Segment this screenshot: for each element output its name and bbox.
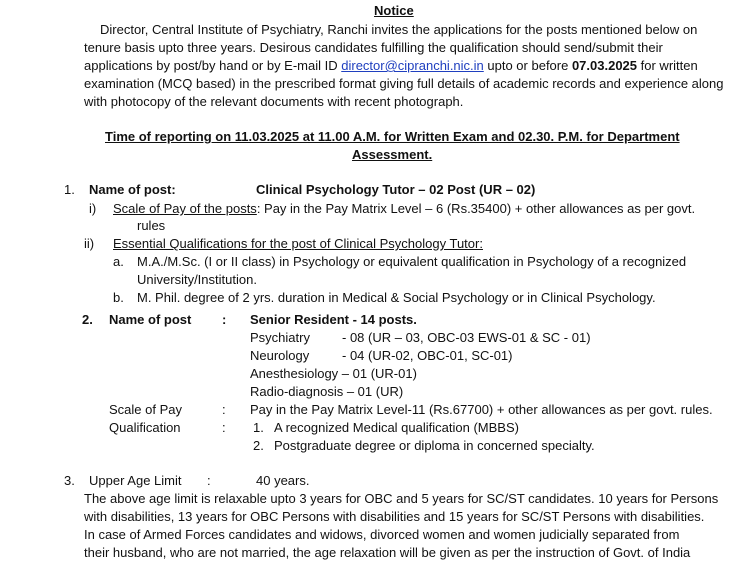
post1-i-number: i) — [89, 201, 97, 216]
reporting-line-1: Time of reporting on 11.03.2025 at 11.00 A.M. for Written Exam and 02.30. P.M. for Department — [105, 129, 680, 144]
age-relax-line-3: In case of Armed Forces candidates and widows, divorced women and women judicially separated from — [84, 527, 680, 542]
post1-a-number: a. — [113, 254, 124, 269]
dept-radiodiagnosis: Radio-diagnosis – 01 (UR) — [250, 384, 404, 399]
post2-title: Senior Resident - 14 posts. — [250, 312, 417, 327]
qual-text: A recognized Medical qualification (MBBS) — [274, 420, 519, 435]
post1-number: 1. — [64, 182, 75, 197]
qual-text: Postgraduate degree or diploma in concerned specialty. — [274, 438, 595, 453]
post2-colon: : — [222, 312, 227, 327]
intro-line-5: with photocopy of the relevant documents with recent photograph. — [84, 94, 464, 109]
post2-qualification-label: Qualification — [109, 420, 181, 435]
dept-anesthesiology: Anesthesiology – 01 (UR-01) — [250, 366, 417, 381]
post2-scale-colon: : — [222, 402, 226, 417]
qual-number: 1. — [253, 420, 264, 435]
section3-colon: : — [207, 473, 211, 488]
dept-name: Psychiatry — [250, 330, 310, 345]
dept-count: - 08 (UR – 03, OBC-03 EWS-01 & SC - 01) — [342, 330, 591, 345]
age-relax-line-4: their husband, who are not married, the age relaxation will be given as per the instruction of Govt. of India — [84, 545, 691, 560]
age-relax-line-1: The above age limit is relaxable upto 3 years for OBC and 5 years for SC/ST candidates. 10 years for Persons — [84, 491, 719, 506]
post2-label: Name of post — [109, 312, 192, 327]
post2-scale-value: Pay in the Pay Matrix Level-11 (Rs.67700) + other allowances as per govt. rules. — [250, 402, 713, 417]
intro-line-3: applications by post/by hand or by E-mail ID director@cipranchi.nic.in upto or before 07.03.2025 for written — [84, 58, 698, 73]
post1-b-text: M. Phil. degree of 2 yrs. duration in Medical & Social Psychology or in Clinical Psychology. — [137, 290, 656, 305]
post2-qualification-colon: : — [222, 420, 226, 435]
section3-number: 3. — [64, 473, 75, 488]
post2-number: 2. — [82, 312, 93, 327]
dept-name: Neurology — [250, 348, 310, 363]
post2-scale-label: Scale of Pay — [109, 402, 182, 417]
intro-line-4: examination (MCQ based) in the prescribed format giving full details of academic records and experience along — [84, 76, 724, 91]
qual-number: 2. — [253, 438, 264, 453]
post1-scale-cont: rules — [137, 218, 166, 233]
email-link[interactable]: director@cipranchi.nic.in — [341, 58, 484, 73]
post1-title: Clinical Psychology Tutor – 02 Post (UR – 02) — [256, 182, 536, 197]
notice-title: Notice — [374, 3, 414, 18]
deadline-date: 07.03.2025 — [571, 58, 638, 73]
post1-label: Name of post: — [89, 182, 176, 197]
dept-count: - 04 (UR-02, OBC-01, SC-01) — [342, 348, 513, 363]
section3-value: 40 years. — [256, 473, 310, 488]
reporting-line-2: Assessment. — [352, 147, 433, 162]
post1-a-line-2: University/Institution. — [137, 272, 257, 287]
post1-qualifications-heading: Essential Qualifications for the post of Clinical Psychology Tutor: — [113, 236, 483, 251]
age-relax-line-2: with disabilities, 13 years for OBC Persons with disabilities and 15 years for SC/ST Persons with disabilities. — [84, 509, 705, 524]
post1-b-number: b. — [113, 290, 124, 305]
post1-scale-of-pay: Scale of Pay of the posts: Pay in the Pay Matrix Level – 6 (Rs.35400) + other allowances as per govt. — [113, 201, 696, 216]
section3-label: Upper Age Limit — [89, 473, 182, 488]
post1-ii-number: ii) — [84, 236, 95, 251]
intro-line-2: tenure basis upto three years. Desirous candidates fulfilling the qualification should send/submit their — [84, 40, 663, 55]
intro-line-1: Director, Central Institute of Psychiatry, Ranchi invites the applications for the posts mentioned below on — [100, 22, 698, 37]
post1-a-line-1: M.A./M.Sc. (I or II class) in Psychology or equivalent qualification in Psychology of a recognized — [137, 254, 687, 269]
